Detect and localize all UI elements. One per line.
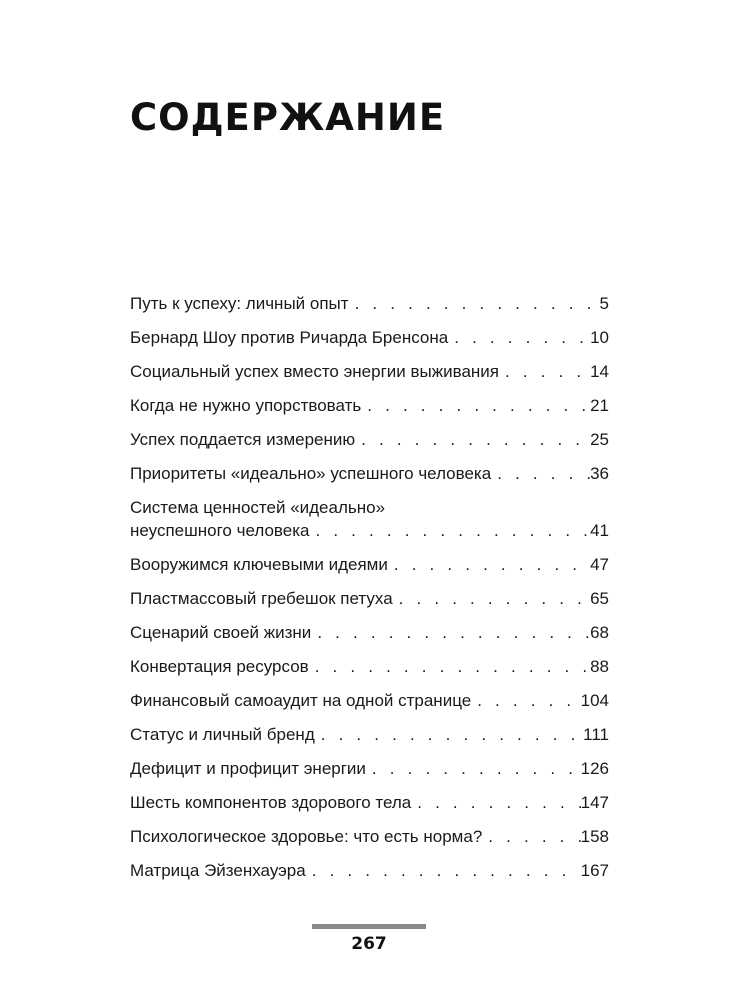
toc-entry-page: 126 [580, 759, 609, 778]
toc-entry [130, 326, 609, 349]
toc-entry [130, 428, 609, 451]
toc-entry-page: 25 [590, 430, 609, 449]
toc-entry-page: 41 [590, 521, 609, 540]
toc-entry-page: 14 [590, 362, 609, 381]
toc-entry-title: Конвертация ресурсов [130, 657, 309, 676]
toc-entry [130, 587, 609, 610]
toc-entry-page: 111 [583, 725, 609, 744]
toc-entry-title: Вооружимся ключевыми идеями [130, 555, 388, 574]
toc-entry [130, 859, 609, 882]
dot-leader [499, 360, 590, 383]
dot-leader [309, 655, 590, 678]
toc-entry-page: 88 [590, 657, 609, 676]
toc-entry [130, 553, 609, 576]
dot-leader [349, 292, 600, 315]
toc-entry [130, 360, 609, 383]
toc-entry-title: Бернард Шоу против Ричарда Бренсона [130, 328, 449, 347]
toc-entry-page: 5 [599, 294, 609, 313]
toc-entry-title: Приоритеты «идеально» успешного человека [130, 464, 492, 483]
toc-entry-page: 167 [580, 861, 609, 880]
toc-entry [130, 723, 609, 746]
dot-leader [315, 723, 583, 746]
dot-leader [311, 621, 590, 644]
toc-entry [130, 689, 609, 712]
toc-entry-page: 21 [590, 396, 609, 415]
toc-entry [130, 791, 609, 814]
toc-entry [130, 462, 609, 485]
dot-leader [482, 825, 580, 848]
toc-entry-title: Сценарий своей жизни [130, 623, 312, 642]
dot-leader [491, 462, 590, 485]
dot-leader [448, 326, 590, 349]
page-title: СОДЕРЖАНИЕ [130, 96, 446, 139]
toc-entry-page: 68 [590, 623, 609, 642]
toc-entry-page: 47 [590, 555, 609, 574]
toc-entry-title: Финансовый самоаудит на одной странице [130, 691, 472, 710]
toc-entry-title: Психологическое здоровье: что есть норма? [130, 827, 483, 846]
dot-leader [366, 757, 581, 780]
toc-entry-page: 10 [590, 328, 609, 347]
toc-entry-title: Статус и личный бренд [130, 725, 315, 744]
toc-entry-title: Успех поддается измерению [130, 430, 356, 449]
toc-entry-title: Когда не нужно упорствовать [130, 396, 362, 415]
toc-entry-title: Путь к успеху: личный опыт [130, 294, 349, 313]
toc-entry [130, 394, 609, 417]
footer-rule [312, 924, 426, 929]
toc-entry-title: Социальный успех вместо энергии выживания [130, 362, 499, 381]
dot-leader [309, 519, 590, 542]
toc-entry-title: Матрица Эйзенхауэра [130, 861, 306, 880]
table-of-contents [130, 292, 609, 893]
toc-entry-title: неуспешного человека [130, 521, 310, 540]
toc-entry [130, 825, 609, 848]
toc-entry-page: 158 [580, 827, 609, 846]
toc-entry-title: Шесть компонентов здорового тела [130, 793, 412, 812]
page-number: 267 [351, 934, 387, 954]
toc-entry [130, 621, 609, 644]
toc-entry-title: Пластмассовый гребешок петуха [130, 589, 393, 608]
toc-entry-page: 147 [580, 793, 609, 812]
dot-leader [361, 394, 590, 417]
toc-entry-page: 104 [580, 691, 609, 710]
dot-leader [471, 689, 580, 712]
toc-entry-title: Дефицит и профицит энергии [130, 759, 366, 778]
toc-entry [130, 496, 609, 542]
dot-leader [306, 859, 581, 882]
dot-leader [411, 791, 580, 814]
toc-entry-page: 36 [590, 464, 609, 483]
dot-leader [355, 428, 590, 451]
dot-leader [393, 587, 590, 610]
toc-entry-page: 65 [590, 589, 609, 608]
toc-entry [130, 757, 609, 780]
dot-leader [388, 553, 590, 576]
toc-entry [130, 655, 609, 678]
toc-entry [130, 292, 609, 315]
toc-entry-title-line1: Система ценностей «идеально» [130, 498, 386, 517]
